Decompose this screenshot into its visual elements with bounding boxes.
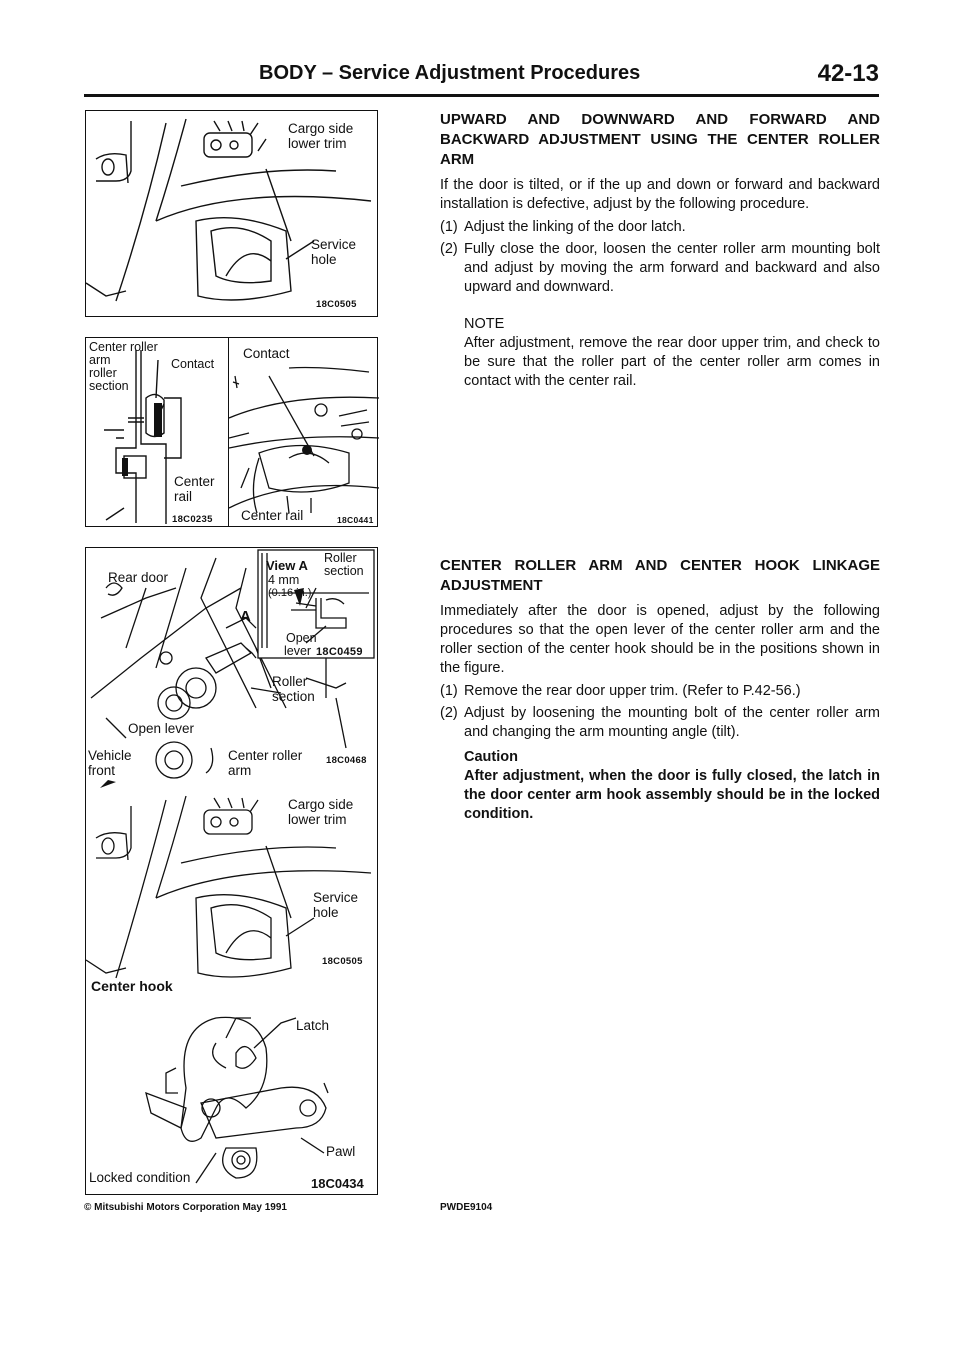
note-block [464,315,880,391]
label-center-roller: Center roller [89,340,158,354]
label-cargo-side: Cargo side [288,797,354,812]
label-front: front [88,763,116,778]
page-number: 42-13 [817,60,879,87]
label-roller: roller [89,366,117,380]
label-contact: Contact [243,346,290,361]
inset-code: 18C0459 [316,646,363,658]
caution-text: After adjustment, when the door is fully closed, the latch in the door center arm hook assembly should be in the locked condition. [464,768,880,822]
footer-code: PWDE9104 [440,1202,493,1213]
figure-code: 18C0441 [337,515,374,525]
contact-rail-illustration [229,338,379,528]
section-title: UPWARD AND DOWNWARD AND FORWARD AND BACKWARD ADJUSTMENT USING THE CENTER ROLLER ARM [440,111,880,168]
label-arm: arm [89,353,111,367]
figure-center-hook [85,547,378,1195]
label-dimension-in: (0.16 in.) [268,587,312,599]
caution-block [464,748,880,824]
label-vehicle: Vehicle [88,748,132,763]
label-lower-trim: lower trim [288,812,347,827]
figure-code-3: 18C0434 [311,1176,364,1191]
figure-cargo-trim [85,110,378,317]
label-roller-section-2: section [272,689,315,704]
figure-contact-rail [228,337,378,527]
label-open: Open [286,631,317,645]
label-hole: hole [311,252,337,267]
label-center-rail: Center rail [241,508,304,523]
label-center-roller-arm: Center roller [228,748,303,763]
note-text: After adjustment, remove the rear door upper trim, and check to be sure that the roller part of the center roller arm comes in contact with the center rail. [464,335,880,389]
label-service: Service [313,890,359,905]
figure-roller-section [85,337,229,527]
section-title: CENTER ROLLER ARM AND CENTER HOOK LINKAGE ADJUSTMENT [440,557,880,594]
step-list [440,218,880,297]
label-rear-door: Rear door [108,570,169,585]
label-roller-section: Roller [272,674,308,689]
header-rule [84,94,879,97]
label-service: Service [311,237,357,252]
label-hole: hole [313,905,339,920]
section-hook-linkage-adjustment [440,556,880,824]
step-list [440,682,880,742]
step-item: (1) Remove the rear door upper trim. (Refer to P.42-56.) [440,683,801,699]
label-contact: Contact [171,357,215,371]
page-title: BODY – Service Adjustment Procedures [259,62,641,84]
label-section-top: section [324,564,364,578]
label-rail: rail [174,489,193,504]
label-roller-top: Roller [324,551,357,565]
section-intro: If the door is tilted, or if the up and down or forward and backward installation is defective, adjust by the following procedure. [440,177,880,212]
note-title: NOTE [464,316,505,332]
caution-title: Caution [464,749,518,765]
label-view-a: View A [266,558,308,573]
step-item: (2) Adjust by loosening the mounting bolt of the center roller arm and changing the arm mounting angle (tilt). [440,705,880,740]
label-dimension: 4 mm [268,573,300,587]
step-item: (2) Fully close the door, loosen the center roller arm mounting bolt and adjust by moving the arm forward and backward and also upward and downward. [440,241,880,295]
label-center-hook: Center hook [91,978,173,994]
label-lower-trim: lower trim [288,136,347,151]
figure-code: 18C0468 [326,755,367,766]
label-cargo-side: Cargo side [288,121,354,136]
page-header [84,62,879,96]
footer-copyright: © Mitsubishi Motors Corporation May 1991 [84,1202,287,1213]
label-lever: lever [284,644,312,658]
label-center: Center [174,474,215,489]
label-latch: Latch [296,1018,330,1033]
label-pawl: Pawl [326,1144,356,1159]
figure-code-2: 18C0505 [322,956,363,967]
label-arm: arm [228,763,252,778]
label-section: section [89,379,129,393]
figure-code: 18C0505 [316,299,357,310]
step-item: (1) Adjust the linking of the door latch. [440,219,686,235]
section-roller-arm-adjustment [440,110,880,391]
section-intro: Immediately after the door is opened, adjust by the following procedures so that the open lever of the center roller arm and the roller section of the center hook should be in the positions shown in the figure. [440,603,880,676]
figure-code: 18C0235 [172,514,213,525]
marker-a: A [240,608,251,625]
label-open-lever: Open lever [128,721,195,736]
label-locked-condition: Locked condition [89,1170,191,1185]
